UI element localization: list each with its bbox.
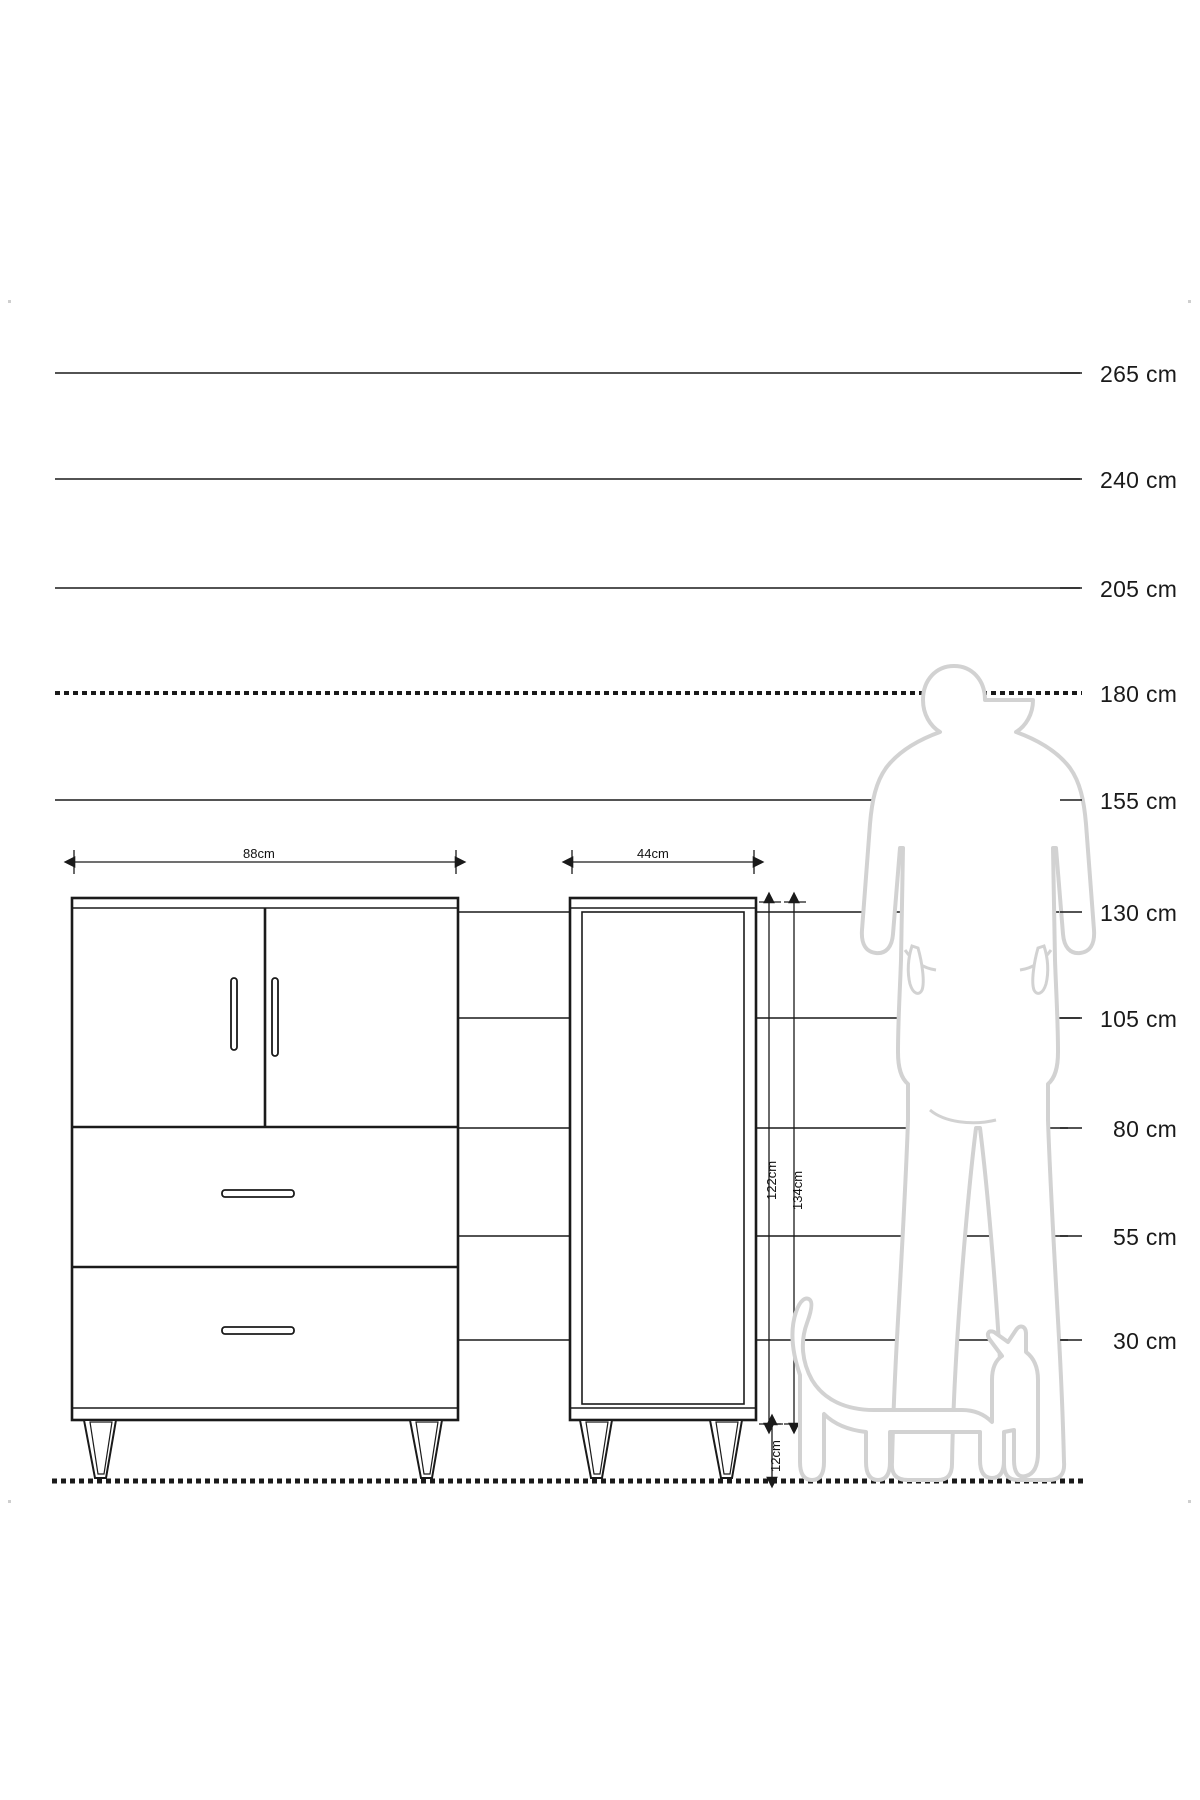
dim-label-134cm: 134cm [790, 1170, 805, 1210]
scale-label-265: 265 cm [1100, 361, 1178, 387]
scale-label-130: 130 cm [1100, 900, 1178, 926]
drawer-handle-lower [222, 1327, 294, 1334]
dim-label-88cm: 88cm [243, 846, 275, 861]
scale-label-240: 240 cm [1100, 467, 1178, 493]
scale-label-155: 155 cm [1100, 788, 1178, 814]
corner-mark-bottom-left [8, 1500, 11, 1503]
tall-cabinet-leg-left [580, 1420, 612, 1478]
cabinet-leg-right [410, 1420, 442, 1478]
corner-mark-bottom-right [1188, 1500, 1191, 1503]
cabinet-two-door-two-drawer [72, 898, 458, 1478]
dim-label-44cm: 44cm [637, 846, 669, 861]
cabinet-leg-left [84, 1420, 116, 1478]
scale-label-80: 80 cm [1113, 1116, 1178, 1142]
scale-label-30: 30 cm [1113, 1328, 1178, 1354]
drawer-handle-upper [222, 1190, 294, 1197]
scale-label-55: 55 cm [1113, 1224, 1178, 1250]
corner-mark-top-right [1188, 300, 1191, 303]
corner-mark-top-left [8, 300, 11, 303]
scale-label-105: 105 cm [1100, 1006, 1178, 1032]
tall-cabinet [570, 898, 756, 1478]
tall-cabinet-leg-right [710, 1420, 742, 1478]
human-silhouette [862, 666, 1094, 1480]
door-handle-left [231, 978, 237, 1050]
dim-label-12cm: 12cm [768, 1440, 783, 1472]
door-handle-right [272, 978, 278, 1056]
scale-label-180: 180 cm [1100, 681, 1178, 707]
scale-label-205: 205 cm [1100, 576, 1178, 602]
dim-label-122cm: 122cm [764, 1160, 779, 1200]
